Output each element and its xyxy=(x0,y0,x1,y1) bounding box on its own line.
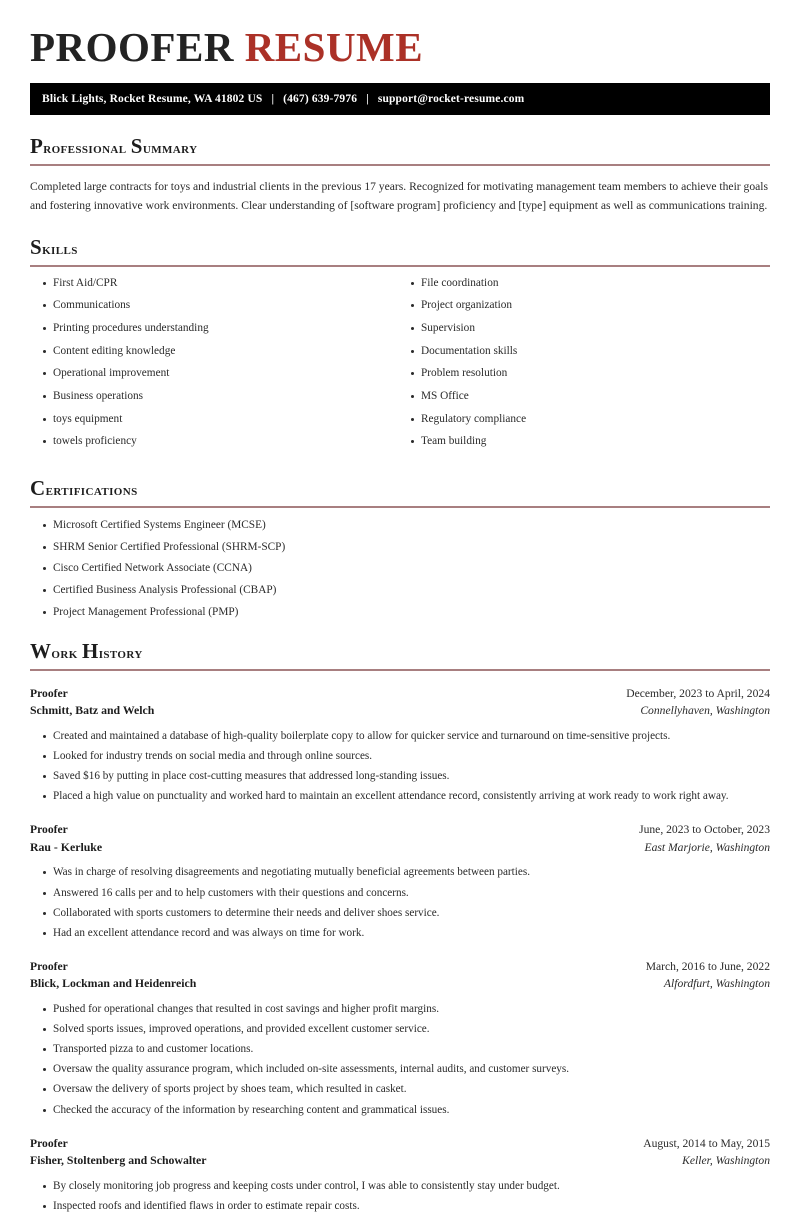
list-item: MS Office xyxy=(400,389,770,404)
list-item: Collaborated with sports customers to determine their needs and deliver shoes service. xyxy=(30,906,770,921)
heading-cap-s: S xyxy=(130,134,143,158)
job-company: Blick, Lockman and Heidenreich xyxy=(30,976,197,991)
heading-cap-p: P xyxy=(30,134,44,158)
list-item: Regulatory compliance xyxy=(400,412,770,427)
list-item: Project organization xyxy=(400,298,770,313)
list-item: Certified Business Analysis Professional (CBAP) xyxy=(30,583,770,598)
section-heading-skills xyxy=(30,236,770,259)
section-heading-certifications xyxy=(30,477,770,500)
resume-title-accent: RESUME xyxy=(244,24,424,70)
heading-rest-history: istory xyxy=(98,644,143,662)
list-item: Was in charge of resolving disagreements and negotiating mutually beneficial agreements between parties. xyxy=(30,865,770,880)
list-item: Transported pizza to and customer locations. xyxy=(30,1042,770,1057)
job-entry xyxy=(30,958,770,1118)
job-bullets xyxy=(30,865,770,940)
list-item: Answered 16 calls per and to help customers with their questions and concerns. xyxy=(30,886,770,901)
job-location: Connellyhaven, Washington xyxy=(640,704,770,718)
job-company-row xyxy=(30,975,770,993)
heading-rest-summary: ummary xyxy=(142,140,198,157)
job-title: Proofer xyxy=(30,823,68,837)
job-company: Rau - Kerluke xyxy=(30,839,103,854)
job-header-row xyxy=(30,821,770,838)
skills-list-left xyxy=(30,276,400,450)
job-location: Alfordfurt, Washington xyxy=(663,977,770,991)
list-item: Microsoft Certified Systems Engineer (MCSE) xyxy=(30,518,770,533)
skills-columns xyxy=(30,276,770,457)
job-entry xyxy=(30,685,770,805)
list-item: Project Management Professional (PMP) xyxy=(30,605,770,620)
heading-cap-w: W xyxy=(30,638,52,663)
job-location: Keller, Washington xyxy=(682,1154,770,1168)
heading-cap-c: C xyxy=(30,475,46,500)
contact-separator-1: | xyxy=(271,93,275,105)
job-header-row xyxy=(30,1135,770,1152)
job-header-row xyxy=(30,685,770,702)
job-company-row xyxy=(30,1152,770,1170)
list-item: toys equipment xyxy=(30,412,400,427)
list-item: towels proficiency xyxy=(30,434,400,449)
list-item: Created and maintained a database of high-quality boilerplate copy to allow for quicker service and turnaround on time-sensitive projects. xyxy=(30,729,770,744)
list-item: Placed a high value on punctuality and worked hard to maintain an excellent attendance record, consistently arriving at work ready to work right away. xyxy=(30,789,770,804)
job-company-row xyxy=(30,702,770,720)
section-skills xyxy=(30,236,770,457)
section-professional-summary xyxy=(30,135,770,216)
list-item: Supervision xyxy=(400,321,770,336)
section-work-history xyxy=(30,640,770,1214)
list-item: Operational improvement xyxy=(30,366,400,381)
summary-body: Completed large contracts for toys and industrial clients in the previous 17 years. Recognized for motivating management team members to achieve their goals and fostering innovative work environments. Clear understanding of [software program] proficiency and [type] equipment as well as communications training. xyxy=(30,180,769,212)
list-item: Cisco Certified Network Associate (CCNA) xyxy=(30,561,770,576)
section-divider-summary xyxy=(30,164,770,166)
heading-rest-skills: kills xyxy=(42,240,78,258)
list-item: Content editing knowledge xyxy=(30,344,400,359)
list-item: Inspected roofs and identified flaws in order to estimate repair costs. xyxy=(30,1199,770,1214)
list-item: Problem resolution xyxy=(400,366,770,381)
job-company-row xyxy=(30,839,770,857)
job-dates: June, 2023 to October, 2023 xyxy=(639,823,770,837)
section-certifications xyxy=(30,477,770,620)
list-item: Pushed for operational changes that resulted in cost savings and higher profit margins. xyxy=(30,1002,770,1017)
resume-title xyxy=(30,0,770,74)
contact-details xyxy=(42,93,524,105)
job-entry xyxy=(30,1135,770,1214)
heading-rest-professional: rofessional xyxy=(43,140,131,157)
skills-column-left xyxy=(30,276,400,457)
section-heading-professional-summary xyxy=(30,135,770,158)
list-item: Business operations xyxy=(30,389,400,404)
list-item: Documentation skills xyxy=(400,344,770,359)
list-item: Printing procedures understanding xyxy=(30,321,400,336)
job-title: Proofer xyxy=(30,959,68,973)
list-item: File coordination xyxy=(400,276,770,291)
section-divider-skills xyxy=(30,265,770,267)
heading-rest-work: ork xyxy=(51,644,82,662)
list-item: By closely monitoring job progress and keeping costs under control, I was able to consistently stay under budget. xyxy=(30,1179,770,1194)
heading-cap-s-skills: S xyxy=(30,234,43,259)
list-item: Oversaw the delivery of sports project by shoes team, which resulted in casket. xyxy=(30,1082,770,1097)
resume-title-main: PROOFER xyxy=(30,24,234,70)
job-header-row xyxy=(30,958,770,975)
section-divider-work-history xyxy=(30,669,770,671)
work-history-list xyxy=(30,685,770,1214)
job-title: Proofer xyxy=(30,686,68,700)
contact-separator-2: | xyxy=(366,93,369,105)
list-item: SHRM Senior Certified Professional (SHRM-SCP) xyxy=(30,540,770,555)
heading-rest-certifications: ertifications xyxy=(45,481,138,499)
job-company: Schmitt, Batz and Welch xyxy=(30,703,155,718)
skills-column-right xyxy=(400,276,770,457)
list-item: First Aid/CPR xyxy=(30,276,400,291)
job-company: Fisher, Stoltenberg and Schowalter xyxy=(30,1153,207,1168)
list-item: Had an excellent attendance record and was always on time for work. xyxy=(30,926,770,941)
job-title: Proofer xyxy=(30,1136,68,1150)
job-entry xyxy=(30,821,770,941)
list-item: Looked for industry trends on social media and through online sources. xyxy=(30,749,770,764)
contact-bar xyxy=(30,83,770,115)
section-divider-certifications xyxy=(30,506,770,508)
list-item: Team building xyxy=(400,434,770,449)
list-item: Oversaw the quality assurance program, which included on-site assessments, internal audits, and customer surveys. xyxy=(30,1062,770,1077)
job-dates: March, 2016 to June, 2022 xyxy=(645,959,770,973)
contact-address: Blick Lights, Rocket Resume, WA 41802 US xyxy=(42,93,263,105)
job-location: East Marjorie, Washington xyxy=(644,840,770,854)
contact-email: support@rocket-resume.com xyxy=(377,93,525,105)
heading-cap-h: H xyxy=(81,638,99,663)
job-bullets xyxy=(30,1002,770,1118)
job-dates: August, 2014 to May, 2015 xyxy=(643,1136,770,1150)
list-item: Solved sports issues, improved operations, and provided excellent customer service. xyxy=(30,1022,770,1037)
section-heading-work-history xyxy=(30,640,770,663)
skills-list-right xyxy=(400,276,770,450)
certifications-list xyxy=(30,518,770,620)
job-bullets xyxy=(30,729,770,804)
list-item: Communications xyxy=(30,298,400,313)
list-item: Saved $16 by putting in place cost-cutting measures that addressed long-standing issues. xyxy=(30,769,770,784)
job-dates: December, 2023 to April, 2024 xyxy=(626,686,770,700)
job-bullets xyxy=(30,1179,770,1214)
contact-phone: (467) 639-7976 xyxy=(283,93,358,105)
list-item: Checked the accuracy of the information by researching content and grammatical issues. xyxy=(30,1103,770,1118)
